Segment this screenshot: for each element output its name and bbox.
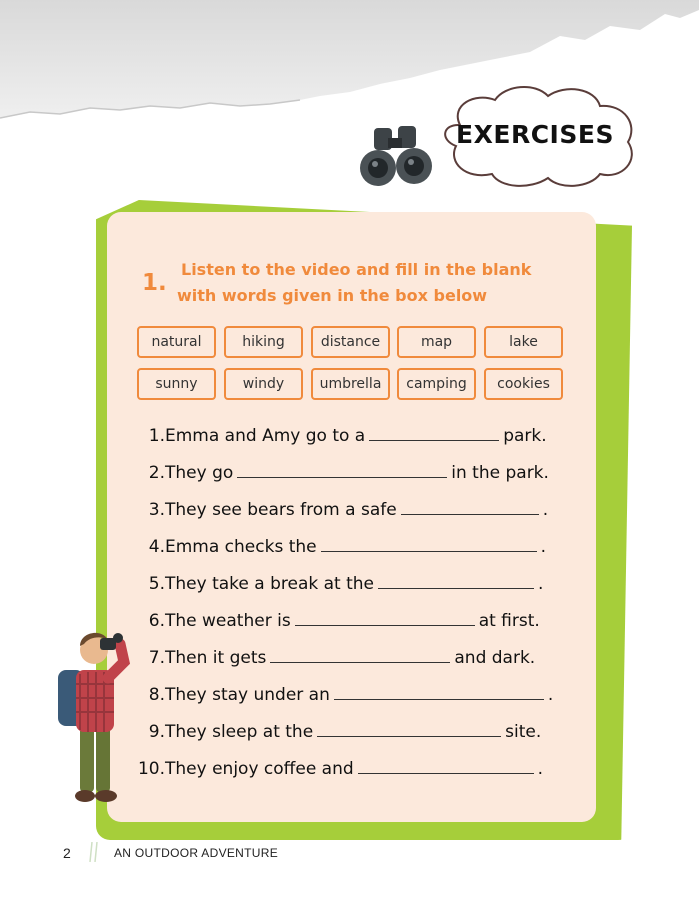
sentence-text: They take a break at the bbox=[165, 574, 375, 594]
sentence-number: 5. bbox=[148, 574, 165, 594]
question-instruction-line2: with words given in the box below bbox=[177, 286, 488, 305]
sentence-text: Emma and Amy go to a bbox=[165, 426, 366, 446]
answer-blank[interactable] bbox=[270, 646, 450, 663]
word-box-item: camping bbox=[397, 368, 476, 400]
sentence-ending: park. bbox=[503, 426, 547, 446]
footer-title: AN OUTDOOR ADVENTURE bbox=[114, 846, 279, 860]
exercises-title: EXERCISES bbox=[456, 120, 614, 149]
sentence-text: Emma checks the bbox=[165, 537, 317, 557]
sentence-ending: . bbox=[537, 759, 544, 779]
sentence-number: 3. bbox=[148, 500, 165, 520]
sentence-ending: site. bbox=[505, 722, 542, 742]
sentence-number: 2. bbox=[148, 463, 165, 483]
sentence-ending: in the park. bbox=[451, 463, 549, 483]
word-box-item: sunny bbox=[137, 368, 216, 400]
sentence-item bbox=[130, 720, 570, 744]
answer-blank[interactable] bbox=[334, 683, 544, 700]
binoculars-icon bbox=[356, 124, 438, 190]
sentence-text: They see bears from a safe bbox=[165, 500, 397, 520]
answer-blank[interactable] bbox=[317, 720, 501, 737]
sentence-number: 7. bbox=[148, 648, 165, 668]
sentence-text: Then it gets bbox=[165, 648, 267, 668]
sentence-ending: at first. bbox=[478, 611, 540, 631]
answer-blank[interactable] bbox=[378, 572, 534, 589]
sentence-number: 10. bbox=[137, 759, 165, 779]
sentence-item bbox=[130, 461, 570, 485]
sentence-text: They stay under an bbox=[165, 685, 330, 705]
word-box-item: distance bbox=[311, 326, 390, 358]
sentence-item bbox=[130, 424, 570, 448]
sentence-item bbox=[130, 757, 570, 781]
sentence-item bbox=[130, 535, 570, 559]
sentence-ending: and dark. bbox=[454, 648, 536, 668]
answer-blank[interactable] bbox=[369, 424, 499, 441]
answer-blank[interactable] bbox=[321, 535, 537, 552]
answer-blank[interactable] bbox=[401, 498, 539, 515]
sentence-item bbox=[130, 683, 570, 707]
sentence-ending: . bbox=[547, 685, 554, 705]
word-box-item: lake bbox=[484, 326, 563, 358]
sentence-item bbox=[130, 609, 570, 633]
sentence-text: The weather is bbox=[165, 611, 291, 631]
hiker-illustration bbox=[50, 622, 140, 807]
sentence-item bbox=[130, 498, 570, 522]
sentence-number: 1. bbox=[148, 426, 165, 446]
sentence-number: 9. bbox=[148, 722, 165, 742]
sentence-ending: . bbox=[542, 500, 549, 520]
word-box-item: map bbox=[397, 326, 476, 358]
question-number: 1. bbox=[142, 270, 167, 296]
sentence-item bbox=[130, 646, 570, 670]
word-box-item: umbrella bbox=[311, 368, 390, 400]
page-number: 2 bbox=[63, 845, 71, 861]
question-instruction-line1: Listen to the video and fill in the blank bbox=[181, 260, 532, 279]
sentence-ending: . bbox=[540, 537, 547, 557]
word-box-item: hiking bbox=[224, 326, 303, 358]
sentence-number: 4. bbox=[148, 537, 165, 557]
sentence-number: 6. bbox=[148, 611, 165, 631]
sentence-item bbox=[130, 572, 570, 596]
sentence-number: 8. bbox=[148, 685, 165, 705]
word-box-item: windy bbox=[224, 368, 303, 400]
footer-separator bbox=[88, 842, 100, 862]
answer-blank[interactable] bbox=[358, 757, 534, 774]
sentence-ending: . bbox=[538, 574, 544, 594]
answer-blank[interactable] bbox=[237, 461, 447, 478]
sentence-text: They sleep at the bbox=[165, 722, 314, 742]
sentence-text: They go bbox=[165, 463, 234, 483]
word-box-item: cookies bbox=[484, 368, 563, 400]
sentence-text: They enjoy coffee and bbox=[165, 759, 354, 779]
answer-blank[interactable] bbox=[295, 609, 475, 626]
word-box-item: natural bbox=[137, 326, 216, 358]
